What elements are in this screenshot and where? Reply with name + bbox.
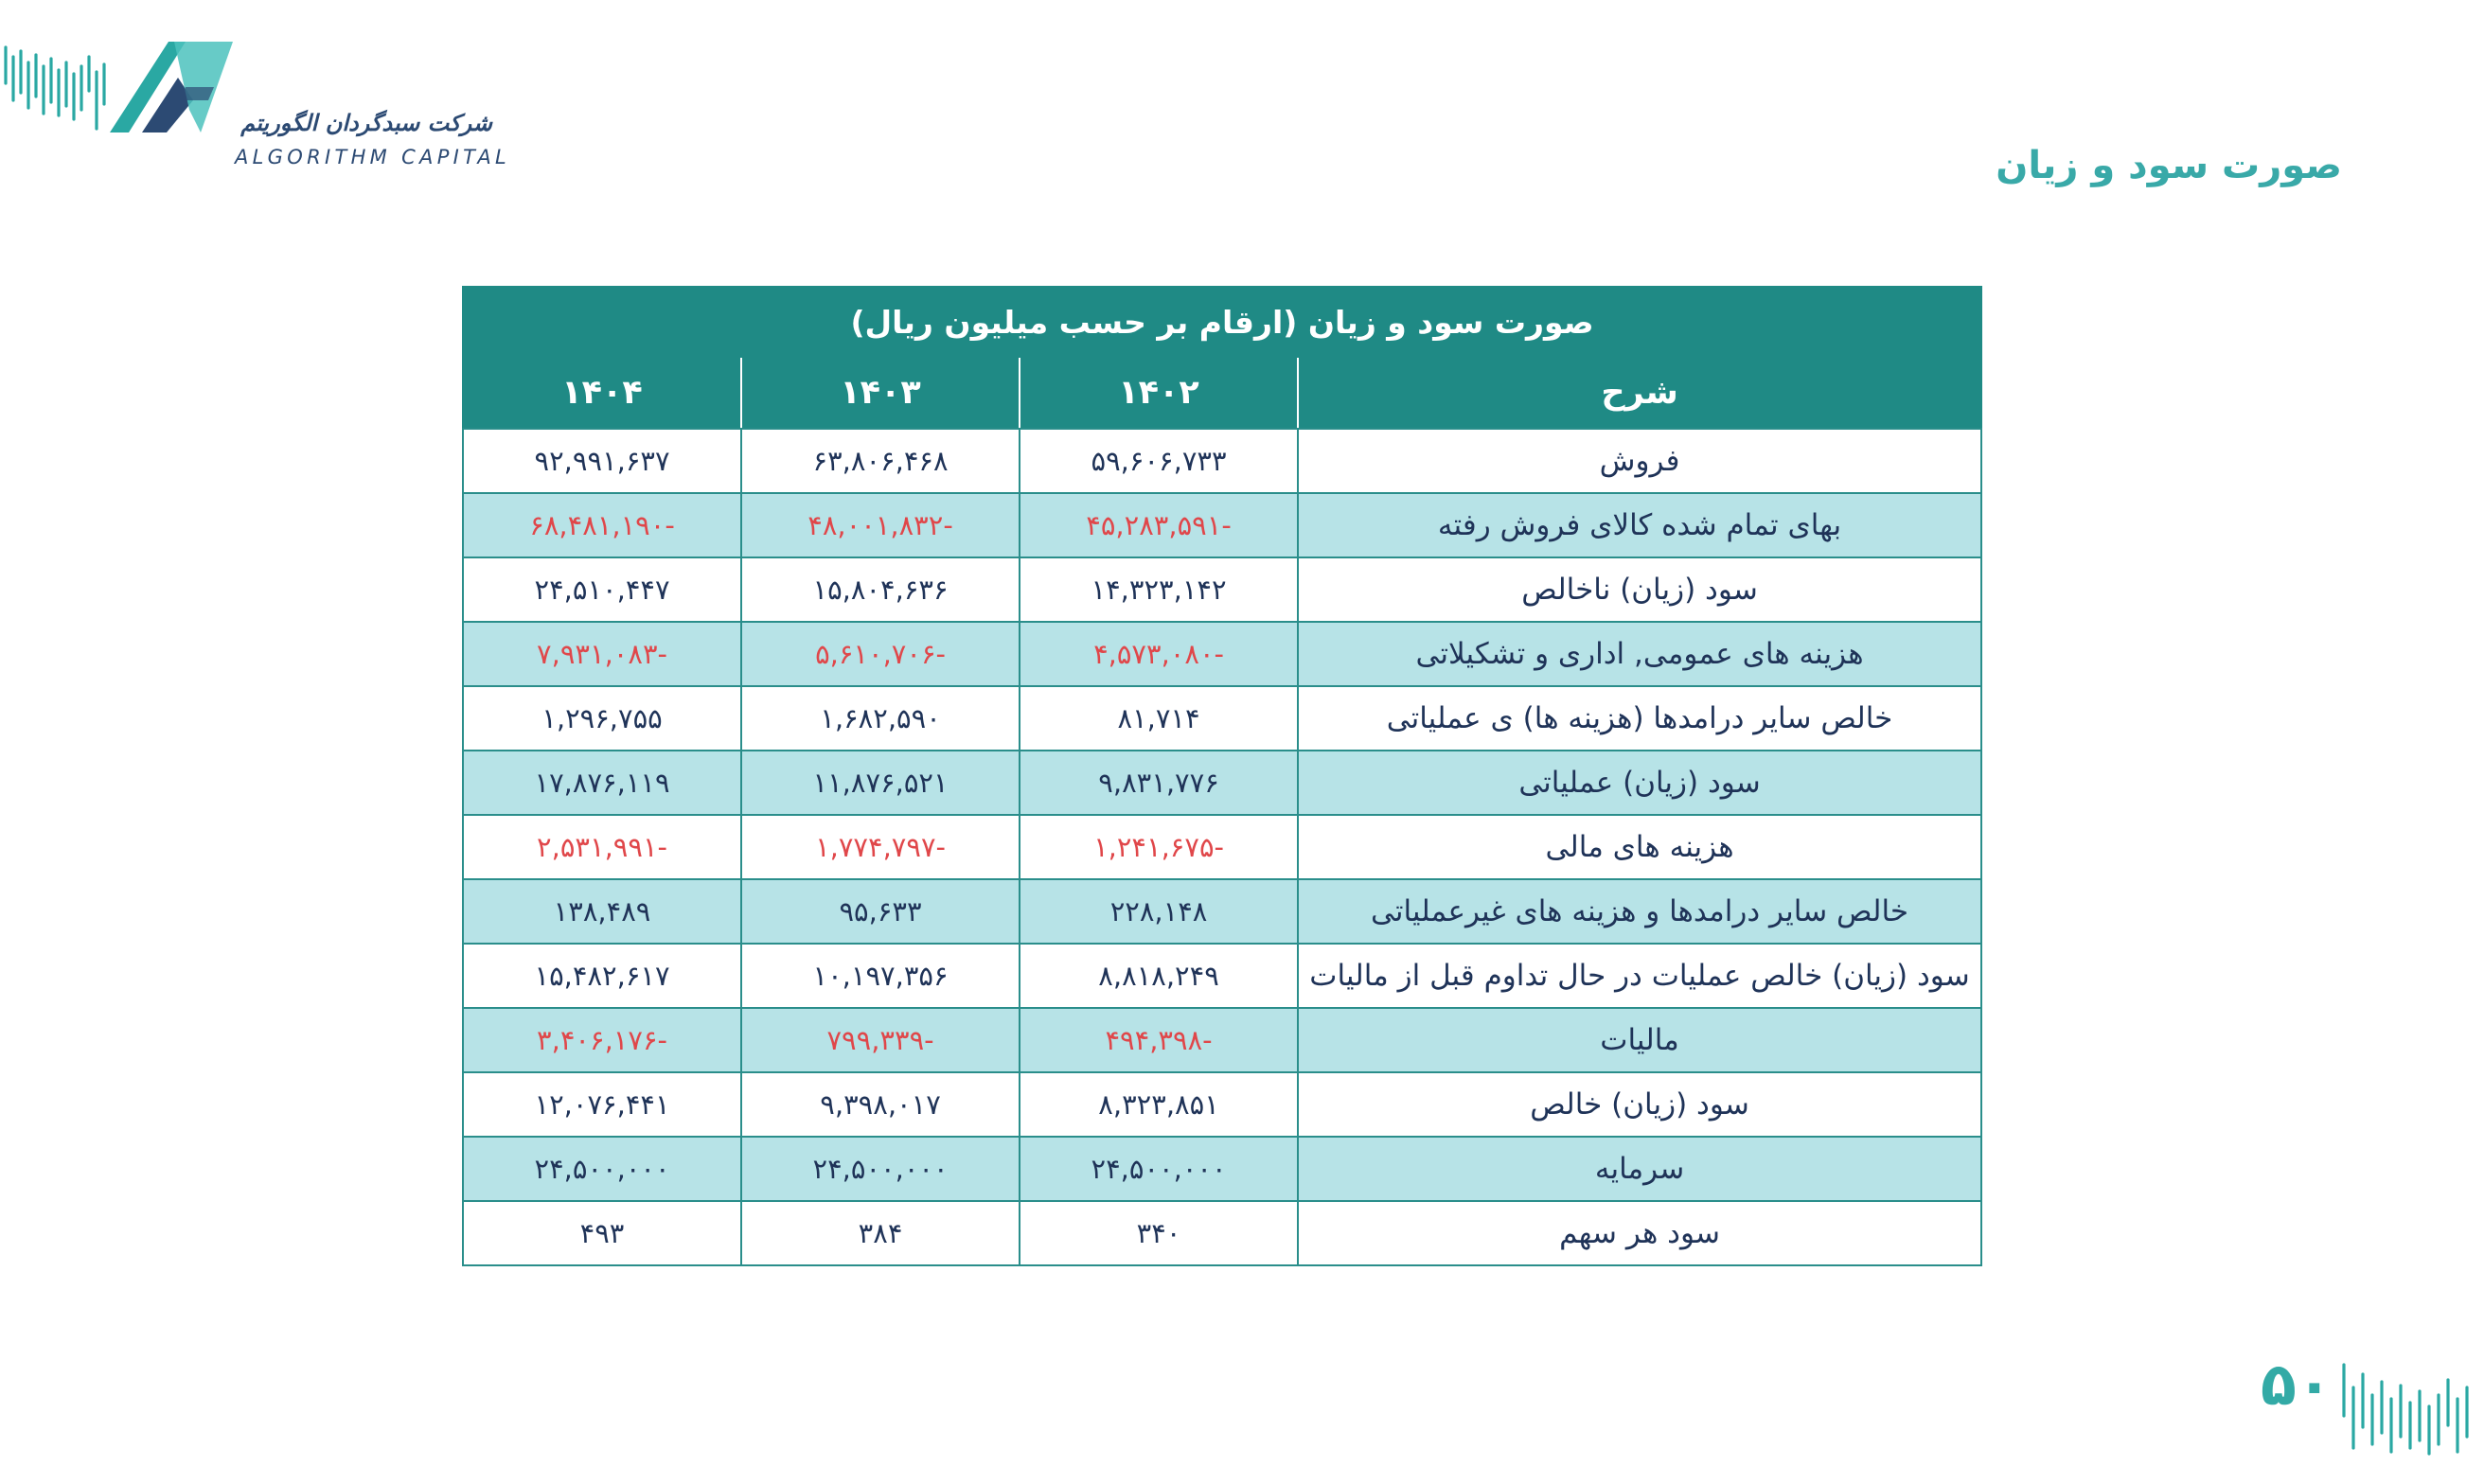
cell-1404: -۷,۹۳۱,۰۸۳ <box>463 622 741 686</box>
cell-1402: -۱,۲۴۱,۶۷۵ <box>1020 815 1298 879</box>
cell-1402: -۴۵,۲۸۳,۵۹۱ <box>1020 493 1298 557</box>
page-number: ۵۰ <box>2261 1350 2333 1419</box>
row-label: سود (زیان) ناخالص <box>1298 557 1981 622</box>
row-label: سود (زیان) خالص <box>1298 1072 1981 1137</box>
table-row <box>463 1137 1981 1201</box>
cell-1402: ۳۴۰ <box>1020 1201 1298 1265</box>
cell-1404: -۳,۴۰۶,۱۷۶ <box>463 1008 741 1072</box>
row-label: سود (زیان) خالص عملیات در حال تداوم قبل از مالیات <box>1298 944 1981 1008</box>
cell-1402: ۱۴,۳۲۳,۱۴۲ <box>1020 557 1298 622</box>
cell-1404: ۱۲,۰۷۶,۴۴۱ <box>463 1072 741 1137</box>
cell-1404: ۹۲,۹۹۱,۶۳۷ <box>463 429 741 493</box>
cell-1404: ۲۴,۵۰۰,۰۰۰ <box>463 1137 741 1201</box>
header-1402: ۱۴۰۲ <box>1020 357 1298 429</box>
table-row <box>463 1072 1981 1137</box>
cell-1403: ۲۴,۵۰۰,۰۰۰ <box>741 1137 1020 1201</box>
cell-1403: ۱,۶۸۲,۵۹۰ <box>741 686 1020 751</box>
cell-1404: -۲,۵۳۱,۹۹۱ <box>463 815 741 879</box>
cell-1403: -۱,۷۷۴,۷۹۷ <box>741 815 1020 879</box>
cell-1402: ۵۹,۶۰۶,۷۳۳ <box>1020 429 1298 493</box>
row-label: هزینه های عمومی, اداری و تشکیلاتی <box>1298 622 1981 686</box>
row-label: سرمایه <box>1298 1137 1981 1201</box>
table-row <box>463 944 1981 1008</box>
cell-1404: ۱۵,۴۸۲,۶۱۷ <box>463 944 741 1008</box>
logo-name-en: ALGORITHM CAPITAL <box>235 146 511 168</box>
cell-1402: ۲۴,۵۰۰,۰۰۰ <box>1020 1137 1298 1201</box>
cell-1403: ۱۱,۸۷۶,۵۲۱ <box>741 751 1020 815</box>
cell-1403: ۶۳,۸۰۶,۴۶۸ <box>741 429 1020 493</box>
header-1404: ۱۴۰۴ <box>463 357 741 429</box>
table-row <box>463 686 1981 751</box>
cell-1402: ۸,۸۱۸,۲۴۹ <box>1020 944 1298 1008</box>
algorithm-capital-logo-icon <box>0 34 237 140</box>
sound-wave-bars-icon <box>2336 1353 2478 1458</box>
table-row <box>463 1201 1981 1265</box>
table-row <box>463 1008 1981 1072</box>
row-label: بهای تمام شده کالای فروش رفته <box>1298 493 1981 557</box>
table-caption: صورت سود و زیان (ارقام بر حسب میلیون ریال) <box>463 287 1981 357</box>
cell-1403: ۳۸۴ <box>741 1201 1020 1265</box>
row-label: مالیات <box>1298 1008 1981 1072</box>
cell-1402: -۴۹۴,۳۹۸ <box>1020 1008 1298 1072</box>
table-row <box>463 557 1981 622</box>
table-row <box>463 429 1981 493</box>
page-title: صورت سود و زیان <box>1996 144 2342 187</box>
row-label: خالص سایر درامدها و هزینه های غیرعملیاتی <box>1298 879 1981 944</box>
table-row <box>463 815 1981 879</box>
income-statement-table <box>462 286 1982 1266</box>
cell-1402: ۲۲۸,۱۴۸ <box>1020 879 1298 944</box>
table-row <box>463 751 1981 815</box>
company-logo <box>0 34 511 168</box>
cell-1404: ۲۴,۵۱۰,۴۴۷ <box>463 557 741 622</box>
cell-1403: ۹۵,۶۳۳ <box>741 879 1020 944</box>
row-label: هزینه های مالی <box>1298 815 1981 879</box>
cell-1404: -۶۸,۴۸۱,۱۹۰ <box>463 493 741 557</box>
cell-1403: -۵,۶۱۰,۷۰۶ <box>741 622 1020 686</box>
row-label: سود (زیان) عملیاتی <box>1298 751 1981 815</box>
cell-1402: -۴,۵۷۳,۰۸۰ <box>1020 622 1298 686</box>
cell-1404: ۱۷,۸۷۶,۱۱۹ <box>463 751 741 815</box>
table-row <box>463 622 1981 686</box>
row-label: خالص سایر درامدها (هزینه ها) ی عملیاتی <box>1298 686 1981 751</box>
cell-1403: ۹,۳۹۸,۰۱۷ <box>741 1072 1020 1137</box>
sound-wave-bars-icon <box>6 47 104 129</box>
cell-1402: ۸,۳۲۳,۸۵۱ <box>1020 1072 1298 1137</box>
logo-name-fa: شرکت سبدگردان الگوریتم <box>240 110 492 136</box>
table-row <box>463 879 1981 944</box>
row-label: فروش <box>1298 429 1981 493</box>
cell-1403: -۴۸,۰۰۱,۸۳۲ <box>741 493 1020 557</box>
header-desc: شرح <box>1298 357 1981 429</box>
cell-1403: ۱۰,۱۹۷,۳۵۶ <box>741 944 1020 1008</box>
cell-1404: ۴۹۳ <box>463 1201 741 1265</box>
table-row <box>463 493 1981 557</box>
cell-1404: ۱۳۸,۴۸۹ <box>463 879 741 944</box>
cell-1403: -۷۹۹,۳۳۹ <box>741 1008 1020 1072</box>
cell-1402: ۹,۸۳۱,۷۷۶ <box>1020 751 1298 815</box>
row-label: سود هر سهم <box>1298 1201 1981 1265</box>
header-1403: ۱۴۰۳ <box>741 357 1020 429</box>
cell-1402: ۸۱,۷۱۴ <box>1020 686 1298 751</box>
cell-1403: ۱۵,۸۰۴,۶۳۶ <box>741 557 1020 622</box>
cell-1404: ۱,۲۹۶,۷۵۵ <box>463 686 741 751</box>
